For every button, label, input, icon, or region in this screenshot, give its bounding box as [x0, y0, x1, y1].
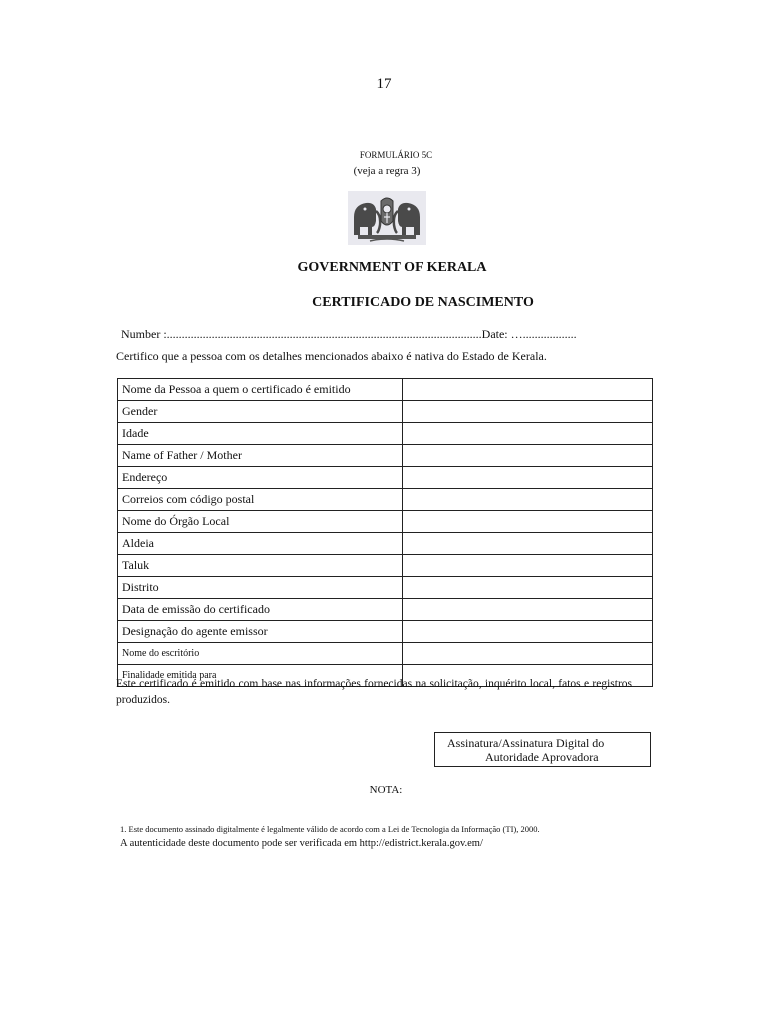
basis-text: Este certificado é emitido com base nas informações fornecidas na solicitação, inquérito local, fatos e registros produzidos.: [116, 678, 632, 706]
government-title: GOVERNMENT OF KERALA: [297, 260, 487, 275]
table-row: [118, 643, 653, 665]
table-row: [118, 577, 653, 599]
row-label: Finalidade emitida para: [118, 665, 403, 687]
intro-text: Certifico que a pessoa com os detalhes mencionados abaixo é nativa do Estado de Kerala.: [116, 349, 547, 363]
table-row: [118, 555, 653, 577]
row-label: Nome da Pessoa a quem o certificado é emitido: [118, 379, 403, 401]
nota-label: NOTA:: [369, 784, 403, 796]
row-value: [403, 445, 653, 467]
row-value: [403, 489, 653, 511]
row-value: [403, 379, 653, 401]
row-value: [403, 467, 653, 489]
row-label: Idade: [118, 423, 403, 445]
row-label: Designação do agente emissor: [118, 621, 403, 643]
row-label: Nome do Órgão Local: [118, 511, 403, 533]
row-value: [403, 643, 653, 665]
row-value: [403, 555, 653, 577]
row-label: Aldeia: [118, 533, 403, 555]
row-label: Nome do escritório: [118, 643, 403, 665]
signature-line-1: Assinatura/Assinatura Digital do: [447, 736, 605, 750]
row-label: Correios com código postal: [118, 489, 403, 511]
table-row: [118, 599, 653, 621]
row-label: Name of Father / Mother: [118, 445, 403, 467]
row-label: Distrito: [118, 577, 403, 599]
table-row: [118, 467, 653, 489]
kerala-emblem-icon: [348, 191, 426, 245]
certificate-title: CERTIFICADO DE NASCIMENTO: [312, 295, 534, 310]
table-row: [118, 489, 653, 511]
row-value: [403, 401, 653, 423]
details-table: [117, 378, 653, 687]
table-row: [118, 621, 653, 643]
form-code: FORMULÁRIO 5C: [359, 150, 433, 160]
table-row: [118, 533, 653, 555]
row-value: [403, 511, 653, 533]
table-row: [118, 401, 653, 423]
row-label: Taluk: [118, 555, 403, 577]
signature-box: [434, 732, 651, 767]
row-value: [403, 621, 653, 643]
signature-line-2: Autoridade Aprovadora: [485, 750, 599, 764]
page-number: 17: [376, 76, 392, 92]
note-1: 1. Este documento assinado digitalmente é legalmente válido de acordo com a Lei de Tecnologia da Informação (TI), 2000.: [120, 824, 540, 834]
row-value: [403, 599, 653, 621]
table-row: [118, 423, 653, 445]
row-label: Gender: [118, 401, 403, 423]
row-value: [403, 577, 653, 599]
row-label: Data de emissão do certificado: [118, 599, 403, 621]
row-value: [403, 423, 653, 445]
table-row: [118, 379, 653, 401]
number-date-line: Number :.........................................................................................................Date: …..................: [121, 327, 577, 341]
rule-reference: (veja a regra 3): [353, 165, 421, 177]
table-row: [118, 445, 653, 467]
row-label: Endereço: [118, 467, 403, 489]
table-row: [118, 511, 653, 533]
row-value: [403, 533, 653, 555]
note-2: A autenticidade deste documento pode ser verificada em http://edistrict.kerala.gov.em/: [120, 838, 483, 849]
